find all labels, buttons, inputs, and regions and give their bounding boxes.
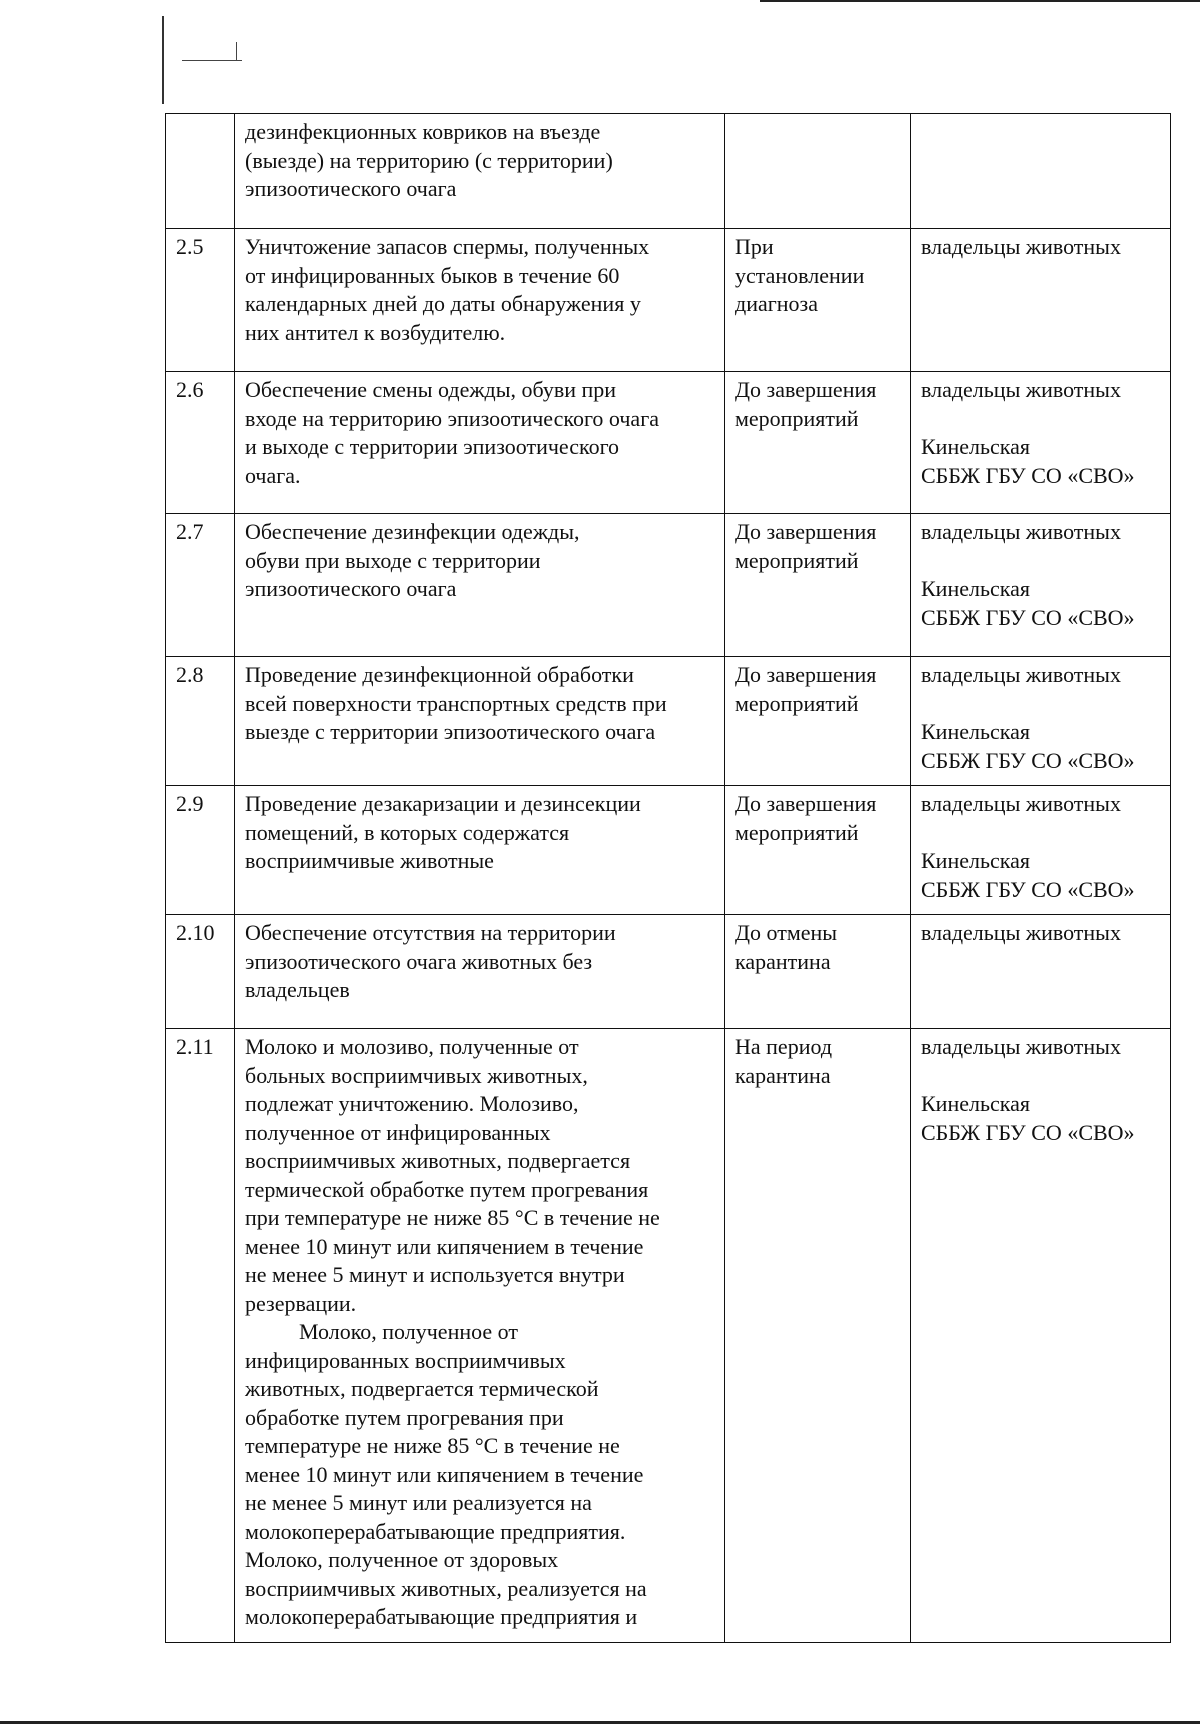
action-line: выезде с территории эпизоотического очага bbox=[245, 719, 656, 744]
action-line: (выезде) на территорию (с территории) bbox=[245, 147, 613, 173]
action-line: термической обработке путем прогревания bbox=[245, 1176, 649, 1202]
responsible-owners: владельцы животных bbox=[921, 234, 1121, 259]
action-line: очага. bbox=[245, 462, 301, 488]
responsible-gap bbox=[921, 1062, 1160, 1091]
action-line: владельцев bbox=[245, 977, 350, 1002]
cell-action bbox=[235, 657, 725, 786]
cell-term bbox=[725, 1029, 911, 1643]
term-line: диагноза bbox=[735, 291, 818, 316]
table-row bbox=[166, 229, 1171, 372]
term-line: До завершения bbox=[735, 662, 877, 687]
term-line: мероприятий bbox=[735, 547, 859, 573]
term-line: До завершения bbox=[735, 377, 877, 402]
action-line: температуре не ниже 85 °С в течение не bbox=[245, 1433, 620, 1458]
action-line: Молоко, полученное от здоровых bbox=[245, 1547, 559, 1572]
cell-responsible bbox=[911, 372, 1171, 514]
cell-number: 2.10 bbox=[166, 915, 235, 1029]
action-line: них антител к возбудителю. bbox=[245, 319, 506, 345]
cell-responsible bbox=[911, 514, 1171, 657]
action-line: входе на территорию эпизоотического очага bbox=[245, 405, 659, 431]
action-line: при температуре не ниже 85 °С в течение не bbox=[245, 1205, 660, 1230]
action-line: менее 10 минут или кипячением в течение bbox=[245, 1233, 644, 1259]
term-line: карантина bbox=[735, 1062, 831, 1088]
cell-number: 2.6 bbox=[166, 372, 235, 514]
responsible-gap bbox=[921, 690, 1160, 719]
cell-number bbox=[166, 114, 235, 229]
action-line: эпизоотического очага bbox=[245, 176, 457, 201]
table-row bbox=[166, 514, 1171, 657]
action-line: помещений, в которых содержатся bbox=[245, 819, 570, 845]
responsible-organization: СББЖ ГБУ СО «СВО» bbox=[921, 604, 1135, 630]
cell-term bbox=[725, 657, 911, 786]
table-row bbox=[166, 1029, 1171, 1643]
margin-tick bbox=[182, 60, 242, 61]
cell-responsible bbox=[911, 786, 1171, 915]
action-line: от инфицированных быков в течение 60 bbox=[245, 262, 620, 288]
scan-edge-bottom bbox=[0, 1721, 1200, 1724]
responsible-station: Кинельская bbox=[921, 1091, 1031, 1116]
cell-responsible bbox=[911, 1029, 1171, 1643]
action-line: Проведение дезакаризации и дезинсекции bbox=[245, 791, 641, 816]
margin-mark bbox=[162, 16, 164, 104]
cell-action bbox=[235, 114, 725, 229]
action-line: Уничтожение запасов спермы, полученных bbox=[245, 234, 650, 259]
measures-table bbox=[165, 113, 1171, 1643]
cell-number: 2.7 bbox=[166, 514, 235, 657]
cell-number: 2.11 bbox=[166, 1029, 235, 1643]
term-line: мероприятий bbox=[735, 819, 859, 845]
term-line: установлении bbox=[735, 262, 865, 288]
responsible-station: Кинельская bbox=[921, 719, 1031, 744]
cell-action bbox=[235, 372, 725, 514]
cell-responsible bbox=[911, 114, 1171, 229]
action-line: эпизоотического очага животных без bbox=[245, 948, 593, 974]
action-line: восприимчивых животных, подвергается bbox=[245, 1148, 631, 1173]
responsible-owners: владельцы животных bbox=[921, 662, 1121, 687]
action-line: полученное от инфицированных bbox=[245, 1119, 551, 1145]
responsible-station: Кинельская bbox=[921, 434, 1031, 459]
responsible-station: Кинельская bbox=[921, 848, 1031, 873]
action-line: восприимчивые животные bbox=[245, 848, 494, 873]
action-line: не менее 5 минут и используется внутри bbox=[245, 1262, 625, 1287]
action-line: Обеспечение дезинфекции одежды, bbox=[245, 519, 580, 544]
responsible-owners: владельцы животных bbox=[921, 791, 1121, 816]
action-line: инфицированных восприимчивых bbox=[245, 1347, 566, 1373]
action-line: Молоко, полученное от bbox=[299, 1319, 518, 1344]
cell-responsible bbox=[911, 657, 1171, 786]
cell-action bbox=[235, 229, 725, 372]
action-line: менее 10 минут или кипячением в течение bbox=[245, 1461, 644, 1487]
term-line: На период bbox=[735, 1034, 833, 1059]
responsible-owners: владельцы животных bbox=[921, 377, 1121, 402]
responsible-owners: владельцы животных bbox=[921, 519, 1121, 544]
cell-term bbox=[725, 786, 911, 915]
action-line: Молоко и молозиво, полученные от bbox=[245, 1034, 579, 1059]
action-line: больных восприимчивых животных, bbox=[245, 1062, 588, 1088]
action-line: Обеспечение отсутствия на территории bbox=[245, 920, 616, 945]
action-line: молокоперерабатывающие предприятия. bbox=[245, 1518, 626, 1544]
responsible-gap bbox=[921, 405, 1160, 434]
action-line: Обеспечение смены одежды, обуви при bbox=[245, 377, 617, 402]
cell-term bbox=[725, 915, 911, 1029]
cell-term bbox=[725, 372, 911, 514]
action-line: календарных дней до даты обнаружения у bbox=[245, 291, 641, 316]
responsible-owners: владельцы животных bbox=[921, 1034, 1121, 1059]
cell-action bbox=[235, 514, 725, 657]
cell-action bbox=[235, 786, 725, 915]
cell-term bbox=[725, 514, 911, 657]
term-line: При bbox=[735, 234, 774, 259]
responsible-gap bbox=[921, 547, 1160, 576]
table-row bbox=[166, 786, 1171, 915]
measures-table-body bbox=[166, 114, 1171, 1643]
cell-action bbox=[235, 1029, 725, 1643]
cell-number: 2.5 bbox=[166, 229, 235, 372]
responsible-organization: СББЖ ГБУ СО «СВО» bbox=[921, 747, 1135, 773]
action-line: животных, подвергается термической bbox=[245, 1376, 599, 1401]
table-row bbox=[166, 657, 1171, 786]
responsible-organization: СББЖ ГБУ СО «СВО» bbox=[921, 876, 1135, 902]
action-line: и выходе с территории эпизоотического bbox=[245, 434, 620, 459]
responsible-organization: СББЖ ГБУ СО «СВО» bbox=[921, 1119, 1135, 1145]
cell-responsible bbox=[911, 915, 1171, 1029]
term-line: До завершения bbox=[735, 791, 877, 816]
term-line: мероприятий bbox=[735, 690, 859, 716]
term-line: До завершения bbox=[735, 519, 877, 544]
action-line: не менее 5 минут или реализуется на bbox=[245, 1490, 592, 1515]
action-line: всей поверхности транспортных средств при bbox=[245, 690, 667, 716]
action-line: обуви при выходе с территории bbox=[245, 547, 541, 573]
table-row bbox=[166, 114, 1171, 229]
cell-number: 2.8 bbox=[166, 657, 235, 786]
action-line: восприимчивых животных, реализуется на bbox=[245, 1575, 647, 1601]
scan-edge-top bbox=[760, 0, 1200, 2]
action-line: дезинфекционных ковриков на въезде bbox=[245, 119, 601, 144]
term-line: До отмены bbox=[735, 920, 838, 945]
cell-responsible bbox=[911, 229, 1171, 372]
responsible-organization: СББЖ ГБУ СО «СВО» bbox=[921, 462, 1135, 488]
table-row bbox=[166, 915, 1171, 1029]
term-line: мероприятий bbox=[735, 405, 859, 431]
cell-term bbox=[725, 114, 911, 229]
margin-tick-vertical bbox=[236, 42, 237, 60]
action-line: обработке путем прогревания при bbox=[245, 1404, 564, 1430]
action-line: подлежат уничтожению. Молозиво, bbox=[245, 1091, 579, 1116]
cell-number: 2.9 bbox=[166, 786, 235, 915]
action-line: Проведение дезинфекционной обработки bbox=[245, 662, 634, 687]
action-line: резервации. bbox=[245, 1290, 357, 1316]
responsible-gap bbox=[921, 819, 1160, 848]
action-line: эпизоотического очага bbox=[245, 576, 457, 601]
cell-action bbox=[235, 915, 725, 1029]
responsible-owners: владельцы животных bbox=[921, 920, 1121, 945]
term-line: карантина bbox=[735, 948, 831, 974]
cell-term bbox=[725, 229, 911, 372]
responsible-station: Кинельская bbox=[921, 576, 1031, 601]
table-row bbox=[166, 372, 1171, 514]
action-line: молокоперерабатывающие предприятия и bbox=[245, 1604, 638, 1629]
